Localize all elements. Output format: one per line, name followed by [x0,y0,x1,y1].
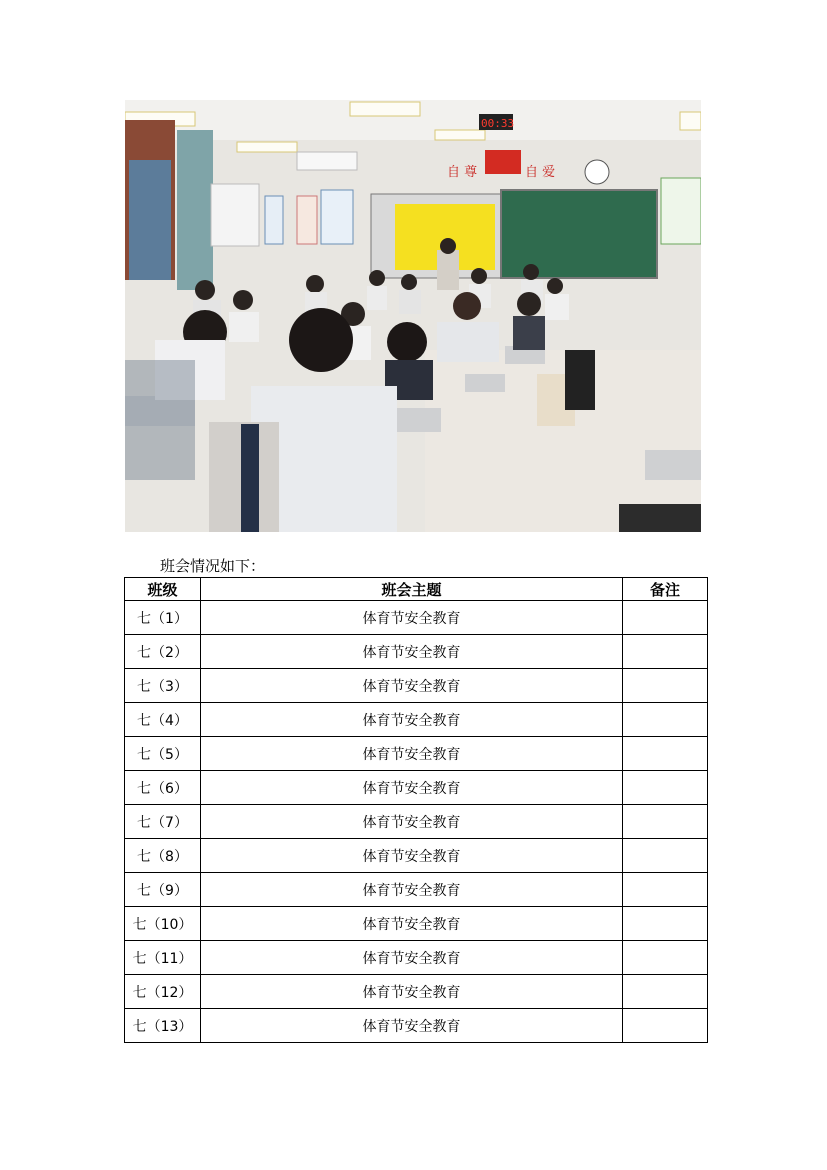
wall-text-right: 自 爱 [525,165,556,180]
cell-note [623,703,708,737]
cell-theme: 体育节安全教育 [201,737,623,771]
cell-note [623,737,708,771]
cell-theme: 体育节安全教育 [201,873,623,907]
table-row [125,703,708,737]
table-row [125,635,708,669]
cell-theme: 体育节安全教育 [201,771,623,805]
table-body [125,601,708,1043]
header-note: 备注 [623,578,708,601]
table-row [125,1009,708,1043]
cell-note [623,907,708,941]
cell-theme: 体育节安全教育 [201,907,623,941]
cell-note [623,1009,708,1043]
table-row [125,737,708,771]
cell-note [623,941,708,975]
cell-class: 七（10） [125,907,201,941]
cell-theme: 体育节安全教育 [201,839,623,873]
cell-class: 七（13） [125,1009,201,1043]
cell-theme: 体育节安全教育 [201,941,623,975]
table-row [125,839,708,873]
classroom-photo [125,100,701,532]
cell-class: 七（12） [125,975,201,1009]
cell-theme: 体育节安全教育 [201,805,623,839]
cell-class: 七（7） [125,805,201,839]
cell-class: 七（4） [125,703,201,737]
header-theme: 班会主题 [201,578,623,601]
classroom-illustration [125,100,701,532]
cell-note [623,771,708,805]
table-row [125,873,708,907]
header-class: 班级 [125,578,201,601]
cell-theme: 体育节安全教育 [201,703,623,737]
table-row [125,805,708,839]
class-meeting-table [124,577,708,1043]
cell-theme: 体育节安全教育 [201,1009,623,1043]
table-row [125,941,708,975]
cell-class: 七（6） [125,771,201,805]
wall-text-left: 自 尊 [447,165,478,180]
intro-text: 班会情况如下： [160,557,266,575]
cell-note [623,601,708,635]
cell-class: 七（3） [125,669,201,703]
table-row [125,975,708,1009]
cell-note [623,975,708,1009]
flag [485,150,521,174]
cell-theme: 体育节安全教育 [201,975,623,1009]
table-row [125,601,708,635]
cell-class: 七（11） [125,941,201,975]
cell-theme: 体育节安全教育 [201,635,623,669]
cell-theme: 体育节安全教育 [201,669,623,703]
table-row [125,771,708,805]
table-row [125,669,708,703]
cell-note [623,873,708,907]
cell-note [623,805,708,839]
cell-class: 七（9） [125,873,201,907]
cell-class: 七（8） [125,839,201,873]
cell-note [623,839,708,873]
cell-note [623,635,708,669]
table-header-row [125,578,708,601]
table-row [125,907,708,941]
cell-class: 七（5） [125,737,201,771]
cell-note [623,669,708,703]
cell-class: 七（2） [125,635,201,669]
cell-theme: 体育节安全教育 [201,601,623,635]
digital-clock: 00:33 [481,117,515,130]
cell-class: 七（1） [125,601,201,635]
